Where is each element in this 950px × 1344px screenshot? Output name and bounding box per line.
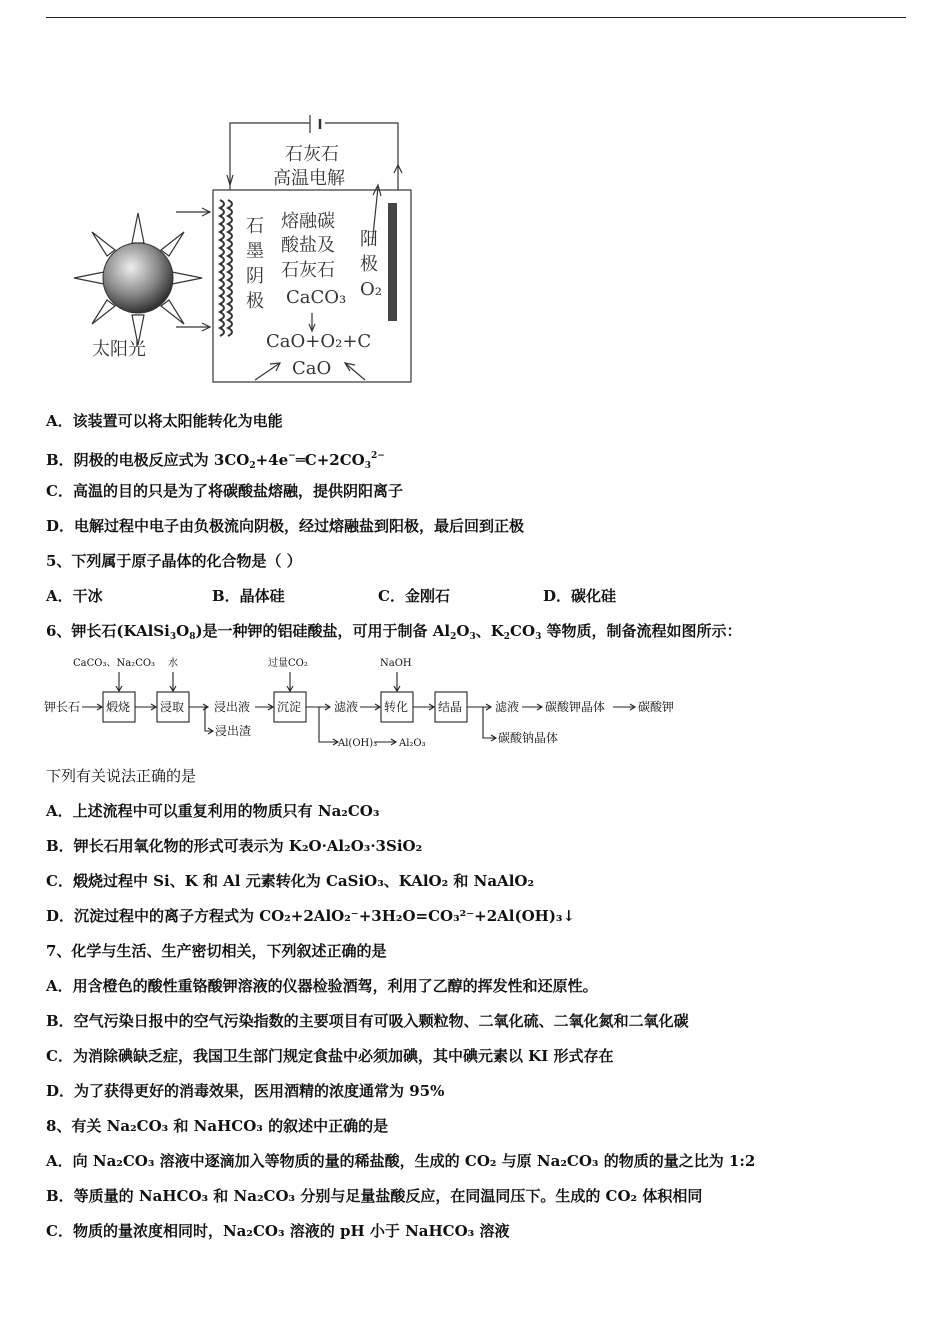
middle-line-4: CaCO₃ [286, 287, 347, 308]
flow-product-2: 碳酸钾 [638, 700, 675, 714]
q7-option-d: D．为了获得更好的消毒效果，医用酒精的浓度通常为 95% [46, 1082, 445, 1100]
anode-char-3: O₂ [360, 279, 382, 300]
middle-line-3: 石灰石 [281, 260, 335, 281]
q4-option-d: D．电解过程中电子由负极流向阴极，经过熔融盐到阳极，最后回到正极 [46, 517, 525, 535]
middle-line-1: 熔融碳 [281, 211, 335, 232]
flow-box-leach: 浸取 [160, 700, 185, 714]
q6-stem: 6、钾长石$(KAlSi_3O_8)$是一种钾的铝硅酸盐，可用于制备 $Al_2O_3$、$K_2CO_3$ 等物质，制备流程如图所示： [46, 622, 742, 642]
q5-option-b: B．晶体硅 [212, 587, 285, 605]
q6-stem-part-6: CO [510, 622, 536, 640]
q8-stem: 8、有关 Na₂CO₃ 和 NaHCO₃ 的叙述中正确的是 [46, 1117, 389, 1135]
q6-lead: 下列有关说法正确的是 [46, 767, 197, 785]
diagram-label-electrolysis: 高温电解 [273, 168, 345, 189]
flow-side-1: 浸出渣 [215, 724, 252, 738]
flow-mid-3: 滤液 [495, 700, 520, 714]
q8-option-b: B．等质量的 NaHCO₃ 和 Na₂CO₃ 分别与足量盐酸反应，在同温同压下。生成的 CO₂ 体积相同 [46, 1187, 703, 1205]
flow-side-2: Al(OH)₃ [338, 738, 378, 749]
q8-option-a: A．向 Na₂CO₃ 溶液中逐滴加入等物质的量的稀盐酸，生成的 CO₂ 与原 Na₂CO₃ 的物质的量之比为 1:2 [46, 1152, 756, 1170]
anode-rod [388, 203, 397, 321]
q6-option-d: D．沉淀过程中的离子方程式为 CO₂+2AlO₂⁻+3H₂O=CO₃²⁻+2Al(OH)₃↓ [46, 907, 576, 925]
q4-option-b: B．阴极的电极反应式为 $3CO_2+4e^-═C+2CO_3^{2-}$ [46, 451, 385, 471]
q6-stem-part-5: 、K [475, 622, 504, 640]
flow-start: 钾长石 [44, 700, 81, 714]
q4-b-prefix: B．阴极的电极反应式为 3CO [46, 451, 250, 469]
flow-reagent-3: 过量CO₂ [268, 658, 308, 669]
flow-reagent-4: NaOH [380, 658, 412, 669]
q6-stem-part-4: O [456, 622, 470, 640]
q6-stem-part-3: )是一种钾的铝硅酸盐，可用于制备 Al [195, 622, 451, 640]
q4-b-mid: +4e [255, 451, 289, 469]
q5-option-a: A．干冰 [46, 587, 103, 605]
q7-option-b: B．空气污染日报中的空气污染指数的主要项目有可吸入颗粒物、二氧化硫、二氧化氮和二氧化碳 [46, 1012, 689, 1030]
flow-mid-2: 滤液 [334, 700, 359, 714]
flow-reagent-2: 水 [168, 658, 178, 669]
q6-stem-part-2: O [176, 622, 190, 640]
q6-stem-part-7: 等物质，制备流程如图所示： [541, 622, 742, 640]
q5-stem: 5、下列属于原子晶体的化合物是（ ） [46, 552, 302, 570]
q6-option-a: A．上述流程中可以重复利用的物质只有 Na₂CO₃ [46, 802, 380, 820]
q5-option-c: C．金刚石 [378, 587, 450, 605]
reaction-label: CaO+O₂+C [266, 331, 372, 352]
header-rule [46, 17, 906, 18]
q7-option-c: C．为消除碘缺乏症，我国卫生部门规定食盐中必须加碘，其中碘元素以 KI 形式存在 [46, 1047, 614, 1065]
flow-reagent-1: CaCO₃、Na₂CO₃ [73, 658, 156, 669]
flow-side-2b: Al₂O₃ [399, 738, 426, 749]
flow-product-1: 碳酸钾晶体 [545, 700, 606, 714]
q6-option-c: C．煅烧过程中 Si、K 和 Al 元素转化为 CaSiO₃、KAlO₂ 和 NaAlO₂ [46, 872, 535, 890]
q5-option-d: D．碳化硅 [543, 587, 617, 605]
q4-option-a: A．该装置可以将太阳能转化为电能 [46, 412, 283, 430]
anode-char-1: 阳 [360, 229, 378, 250]
flow-box-convert: 转化 [384, 700, 409, 714]
middle-line-2: 酸盐及 [281, 235, 335, 256]
cathode-char-2: 墨 [246, 241, 264, 262]
sun-icon [74, 213, 202, 345]
flow-box-calcine: 煅烧 [106, 700, 131, 714]
diagram-label-limestone: 石灰石 [285, 144, 339, 165]
cathode-char-1: 石 [246, 216, 264, 237]
cathode-coil [220, 200, 232, 336]
cathode-char-4: 极 [246, 291, 264, 312]
q6-stem-part-1: 6、钾长石(KAlSi [46, 622, 170, 640]
flow-mid-1: 浸出液 [214, 700, 251, 714]
sun-label: 太阳光 [92, 339, 146, 360]
q4-option-c: C．高温的目的只是为了将碳酸盐熔融，提供阴阳离子 [46, 482, 403, 500]
q4-b-eq: ═C+2CO [295, 451, 365, 469]
bottom-product-label: CaO [292, 358, 332, 379]
flow-side-3: 碳酸钠晶体 [498, 731, 559, 745]
flow-box-precipitate: 沉淀 [277, 700, 302, 714]
q6-option-b: B．钾长石用氧化物的形式可表示为 K₂O·Al₂O₃·3SiO₂ [46, 837, 423, 855]
anode-char-2: 极 [360, 254, 378, 275]
q8-option-c: C．物质的量浓度相同时，Na₂CO₃ 溶液的 pH 小于 NaHCO₃ 溶液 [46, 1222, 510, 1240]
electrolysis-diagram [70, 105, 420, 390]
flow-box-crystallize: 结晶 [438, 700, 463, 714]
cathode-char-3: 阴 [246, 266, 264, 287]
q7-option-a: A．用含橙色的酸性重铬酸钾溶液的仪器检验酒驾，利用了乙醇的挥发性和还原性。 [46, 977, 598, 995]
process-flow-diagram [40, 652, 700, 757]
q7-stem: 7、化学与生活、生产密切相关，下列叙述正确的是 [46, 942, 387, 960]
